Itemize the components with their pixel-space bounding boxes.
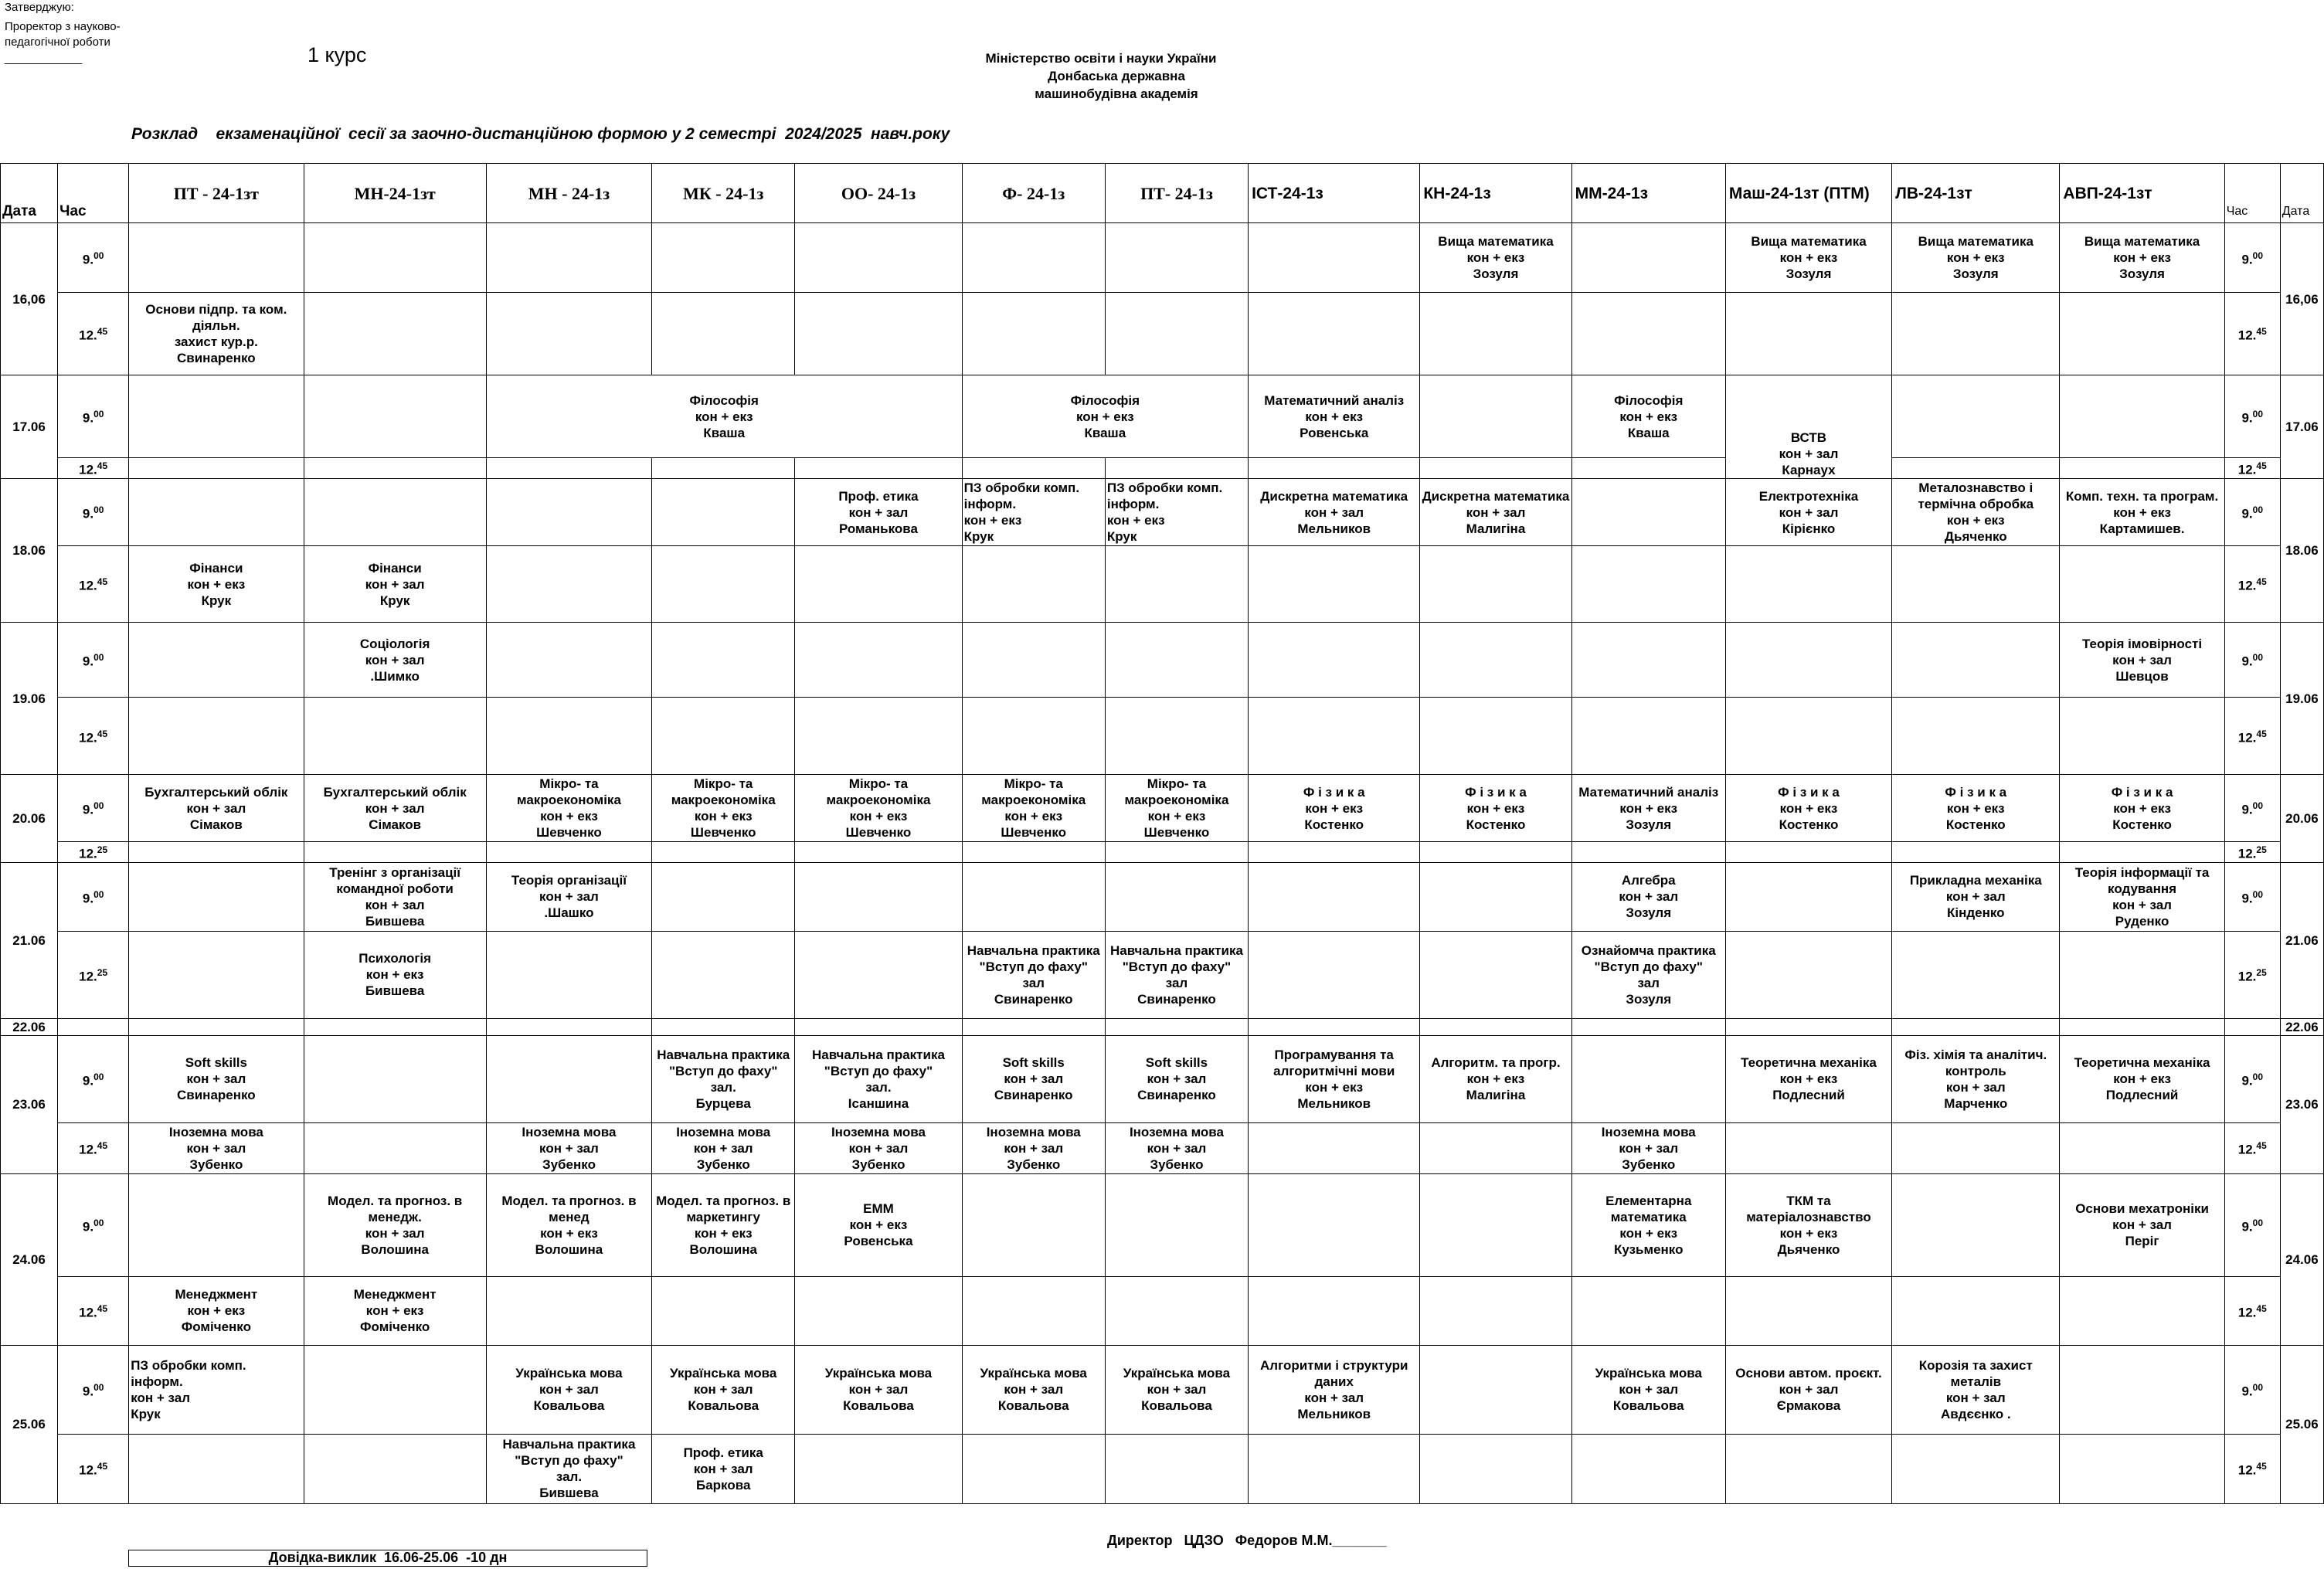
date-cell-right: 20.06 [2280, 775, 2323, 863]
date-cell-right: 18.06 [2280, 479, 2323, 623]
approval-line-3: педагогічної роботи [5, 36, 110, 49]
date-cell: 18.06 [1, 479, 58, 623]
exam-cell: ПЗ обробки комп. інформ. кон + екз Крук [1105, 479, 1248, 546]
exam-cell: Алгоритм. та прогр. кон + екз Малигіна [1420, 1035, 1571, 1122]
date-cell-right: 24.06 [2280, 1173, 2323, 1345]
exam-cell: Модел. та прогноз. в маркетингу кон + екз Волошина [652, 1173, 795, 1276]
time-cell-right: 9.00 [2224, 775, 2280, 842]
date-cell-right: 23.06 [2280, 1035, 2323, 1173]
date-cell: 21.06 [1, 862, 58, 1018]
exam-cell: Мікро- та макроекономіка кон + екз Шевченко [962, 775, 1105, 842]
exam-cell: Навчальна практика "Вступ до фаху" зал Свинаренко [962, 931, 1105, 1018]
date-cell: 23.06 [1, 1035, 58, 1173]
time-cell: 12.45 [58, 1276, 129, 1345]
group-header: ММ-24-1з [1571, 164, 1725, 223]
exam-cell: Вища математика кон + екз Зозуля [1420, 223, 1571, 293]
exam-cell: Іноземна мова кон + зал Зубенко [129, 1122, 304, 1173]
time-cell-right: 9.00 [2224, 1173, 2280, 1276]
exam-cell: Металознавство і термічна обробка кон + екз Дьяченко [1892, 479, 2060, 546]
date-cell: 20.06 [1, 775, 58, 863]
director-signature: Директор ЦДЗО Федоров М.М._______ [1107, 1533, 1387, 1548]
schedule-row [1, 1173, 2324, 1276]
time-cell-right: 12.25 [2224, 931, 2280, 1018]
time-cell: 12.45 [58, 458, 129, 479]
date-cell: 19.06 [1, 623, 58, 775]
exam-cell: Вища математика кон + екз Зозуля [2060, 223, 2224, 293]
exam-cell: Іноземна мова кон + зал Зубенко [652, 1122, 795, 1173]
exam-cell: Мікро- та макроекономіка кон + екз Шевченко [652, 775, 795, 842]
group-header: ПТ- 24-1з [1105, 164, 1248, 223]
time-cell: 12.45 [58, 1434, 129, 1503]
exam-cell: Навчальна практика "Вступ до фаху" зал. Бившева [486, 1434, 651, 1503]
exam-cell: Проф. етика кон + зал Романькова [795, 479, 962, 546]
exam-cell: Ф і з и к а кон + екз Костенко [1249, 775, 1420, 842]
time-cell-right: 9.00 [2224, 375, 2280, 458]
exam-cell: Дискретна математика кон + зал Малигіна [1420, 479, 1571, 546]
exam-cell: Математичний аналіз кон + екз Ровенська [1249, 375, 1420, 458]
exam-cell: ТКМ та матеріалознавство кон + екз Дьяченко [1725, 1173, 1891, 1276]
exam-cell: Навчальна практика "Вступ до фаху" зал. Ісаншина [795, 1035, 962, 1122]
exam-cell: Іноземна мова кон + зал Зубенко [1105, 1122, 1248, 1173]
time-cell: 12.45 [58, 1122, 129, 1173]
time-cell: 12.45 [58, 698, 129, 775]
exam-cell: Теорія інформації та кодування кон + зал Руденко [2060, 862, 2224, 931]
exam-cell: Теоретична механіка кон + екз Подлесний [1725, 1035, 1891, 1122]
header-time [58, 164, 129, 223]
exam-cell: Ф і з и к а кон + екз Костенко [2060, 775, 2224, 842]
schedule-row [1, 623, 2324, 698]
schedule-row [1, 375, 2324, 458]
time-cell-right: 12.45 [2224, 546, 2280, 623]
time-cell: 9.00 [58, 862, 129, 931]
exam-cell: Основи автом. проєкт. кон + зал Єрмакова [1725, 1345, 1891, 1434]
time-cell: 9.00 [58, 623, 129, 698]
schedule-row [1, 479, 2324, 546]
time-cell: 9.00 [58, 775, 129, 842]
group-header: ЛВ-24-1зт [1892, 164, 2060, 223]
exam-cell: Психологія кон + екз Бившева [304, 931, 486, 1018]
exam-cell: Соціологія кон + зал .Шимко [304, 623, 486, 698]
group-header: ПТ - 24-1зт [129, 164, 304, 223]
time-cell-right: 12.25 [2224, 842, 2280, 863]
time-cell: 9.00 [58, 223, 129, 293]
exam-cell: Іноземна мова кон + зал Зубенко [962, 1122, 1105, 1173]
time-cell-right: 9.00 [2224, 623, 2280, 698]
header-date-text: Дата [2, 203, 36, 219]
group-header: ОО- 24-1з [795, 164, 962, 223]
time-cell: 12.25 [58, 842, 129, 863]
exam-cell: Українська мова кон + зал Ковальова [795, 1345, 962, 1434]
date-cell-right: 19.06 [2280, 623, 2323, 775]
course-label: 1 курс [307, 43, 367, 66]
group-header: АВП-24-1зт [2060, 164, 2224, 223]
date-cell-right: 17.06 [2280, 375, 2323, 479]
group-header: ІСТ-24-1з [1249, 164, 1420, 223]
exam-cell: Фінанси кон + зал Крук [304, 546, 486, 623]
exam-cell: Українська мова кон + зал Ковальова [652, 1345, 795, 1434]
date-cell-right: 22.06 [2280, 1018, 2323, 1035]
exam-cell: ПЗ обробки комп. інформ. кон + зал Крук [129, 1345, 304, 1434]
ministry-line-2: Донбаська державна [1048, 69, 1185, 83]
time-cell-right: 12.45 [2224, 1276, 2280, 1345]
header-time-right [2224, 164, 2280, 223]
date-cell: 25.06 [1, 1345, 58, 1503]
time-cell: 9.00 [58, 1035, 129, 1122]
time-cell: 12.45 [58, 293, 129, 375]
exam-cell: Навчальна практика "Вступ до фаху" зал. Бурцева [652, 1035, 795, 1122]
time-cell: 9.00 [58, 479, 129, 546]
header-time-text: Час [59, 203, 87, 219]
date-cell-right: 16,06 [2280, 223, 2323, 375]
time-cell: 9.00 [58, 375, 129, 458]
exam-cell: Ф і з и к а кон + екз Костенко [1420, 775, 1571, 842]
exam-cell: Українська мова кон + зал Ковальова [962, 1345, 1105, 1434]
schedule-row [1, 862, 2324, 931]
exam-cell: Менеджмент кон + екз Фоміченко [304, 1276, 486, 1345]
exam-cell: Бухгалтерський облік кон + зал Сімаков [129, 775, 304, 842]
ministry-header [854, 49, 1348, 103]
exam-cell: Soft skills кон + зал Свинаренко [962, 1035, 1105, 1122]
schedule-row [1, 546, 2324, 623]
group-header: МК - 24-1з [652, 164, 795, 223]
exam-cell: ЕММ кон + екз Ровенська [795, 1173, 962, 1276]
header-row [1, 164, 2324, 223]
exam-cell: Іноземна мова кон + зал Зубенко [486, 1122, 651, 1173]
schedule-row [1, 698, 2324, 775]
time-cell: 12.25 [58, 931, 129, 1018]
exam-cell: Менеджмент кон + екз Фоміченко [129, 1276, 304, 1345]
exam-cell: Модел. та прогноз. в менедж. кон + зал Волошина [304, 1173, 486, 1276]
exam-cell: Українська мова кон + зал Ковальова [1105, 1345, 1248, 1434]
approval-signature-line: ____________ [5, 52, 83, 65]
time-cell-right: 9.00 [2224, 862, 2280, 931]
header-date-right [2280, 164, 2323, 223]
exam-cell: Філософія кон + екз Кваша [962, 375, 1248, 458]
exam-cell: Електротехніка кон + зал Кірієнко [1725, 479, 1891, 546]
exam-cell: Soft skills кон + зал Свинаренко [1105, 1035, 1248, 1122]
group-header: Ф- 24-1з [962, 164, 1105, 223]
exam-cell: Мікро- та макроекономіка кон + екз Шевченко [486, 775, 651, 842]
exam-cell: Soft skills кон + зал Свинаренко [129, 1035, 304, 1122]
approval-line-1: Затверджую: [5, 1, 74, 14]
time-cell-right: 12.45 [2224, 1122, 2280, 1173]
ministry-line-1: Міністерство освіти і науки України [985, 51, 1217, 66]
exam-cell: Іноземна мова кон + зал Зубенко [795, 1122, 962, 1173]
exam-cell: Математичний аналіз кон + екз Зозуля [1571, 775, 1725, 842]
exam-cell: Алгоритми і структури даних кон + зал Мельников [1249, 1345, 1420, 1434]
schedule-title: Розклад екзаменаційної сесії за заочно-дистанційною формою у 2 семестрі 2024/2025 навч.року [131, 125, 950, 143]
time-cell-right: 9.00 [2224, 1035, 2280, 1122]
group-header: КН-24-1з [1420, 164, 1571, 223]
header-date [1, 164, 58, 223]
exam-cell: Дискретна математика кон + зал Мельников [1249, 479, 1420, 546]
reference-box: Довідка-виклик 16.06-25.06 -10 дн [128, 1550, 647, 1567]
group-header-text: Маш-24-1зт (ПТМ) [1728, 184, 1870, 202]
exam-cell: Ф і з и к а кон + екз Костенко [1725, 775, 1891, 842]
exam-cell: Модел. та прогноз. в менед кон + екз Волошина [486, 1173, 651, 1276]
exam-cell: Теорія імовірності кон + зал Шевцов [2060, 623, 2224, 698]
schedule-row [1, 931, 2324, 1018]
date-cell-right: 25.06 [2280, 1345, 2323, 1503]
exam-cell: Елементарна математика кон + екз Кузьменко [1571, 1173, 1725, 1276]
schedule-row [1, 223, 2324, 293]
exam-cell: Навчальна практика "Вступ до фаху" зал Свинаренко [1105, 931, 1248, 1018]
group-header: МН - 24-1з [486, 164, 651, 223]
exam-cell: Теоретична механіка кон + екз Подлесний [2060, 1035, 2224, 1122]
exam-cell: Теорія організації кон + зал .Шашко [486, 862, 651, 931]
exam-cell: Ознайомча практика "Вступ до фаху" зал Зозуля [1571, 931, 1725, 1018]
header-date-right-text: Дата [2282, 205, 2310, 218]
exam-cell: Філософія кон + екз Кваша [486, 375, 962, 458]
exam-cell: Мікро- та макроекономіка кон + екз Шевченко [795, 775, 962, 842]
date-cell: 16,06 [1, 223, 58, 375]
schedule-row [1, 1345, 2324, 1434]
schedule-row [1, 1035, 2324, 1122]
exam-cell: Алгебра кон + зал Зозуля [1571, 862, 1725, 931]
exam-cell: Філософія кон + екз Кваша [1571, 375, 1725, 458]
time-cell-right: 9.00 [2224, 1345, 2280, 1434]
exam-cell: ПЗ обробки комп. інформ. кон + екз Крук [962, 479, 1105, 546]
schedule-row [1, 1122, 2324, 1173]
date-cell: 17.06 [1, 375, 58, 479]
schedule-row [1, 1276, 2324, 1345]
exam-cell: Українська мова кон + зал Ковальова [1571, 1345, 1725, 1434]
schedule-row [1, 458, 2324, 479]
schedule-row [1, 293, 2324, 375]
schedule-row [1, 842, 2324, 863]
schedule-row [1, 1018, 2324, 1035]
time-cell: 12.45 [58, 546, 129, 623]
exam-cell: Фінанси кон + екз Крук [129, 546, 304, 623]
exam-cell: Українська мова кон + зал Ковальова [486, 1345, 651, 1434]
approval-line-2: Проректор з науково- [5, 20, 121, 33]
schedule-row [1, 775, 2324, 842]
exam-cell: Основи підпр. та ком. діяльн. захист кур.р. Свинаренко [129, 293, 304, 375]
exam-cell: Проф. етика кон + зал Баркова [652, 1434, 795, 1503]
time-cell: 9.00 [58, 1173, 129, 1276]
group-header: МН-24-1зт [304, 164, 486, 223]
exam-cell: Вища математика кон + екз Зозуля [1892, 223, 2060, 293]
time-cell-right: 12.45 [2224, 1434, 2280, 1503]
exam-cell: Вища математика кон + екз Зозуля [1725, 223, 1891, 293]
time-cell: 9.00 [58, 1345, 129, 1434]
time-cell-right: 9.00 [2224, 479, 2280, 546]
schedule-row [1, 1434, 2324, 1503]
exam-cell: Прикладна механіка кон + зал Кінденко [1892, 862, 2060, 931]
exam-cell: Комп. техн. та програм. кон + екз Картамишев. [2060, 479, 2224, 546]
ministry-line-3: машинобудівна академія [1035, 87, 1198, 101]
exam-cell: Основи мехатроніки кон + зал Періг [2060, 1173, 2224, 1276]
date-cell: 24.06 [1, 1173, 58, 1345]
header-time-right-text: Час [2226, 205, 2248, 218]
group-header [1725, 164, 1891, 223]
time-cell-right: 12.45 [2224, 698, 2280, 775]
exam-cell: Тренінг з організації командної роботи кон + зал Бившева [304, 862, 486, 931]
time-cell-right: 12.45 [2224, 458, 2280, 479]
date-cell: 22.06 [1, 1018, 58, 1035]
date-cell-right: 21.06 [2280, 862, 2323, 1018]
exam-cell: Фіз. хімія та аналітич. контроль кон + зал Марченко [1892, 1035, 2060, 1122]
time-cell-right: 12.45 [2224, 293, 2280, 375]
exam-cell: Корозія та захист металів кон + зал Авдєєнко . [1892, 1345, 2060, 1434]
time-cell-right: 9.00 [2224, 223, 2280, 293]
exam-cell: Програмування та алгоритмічні мови кон + екз Мельников [1249, 1035, 1420, 1122]
exam-cell: ВСТВ кон + зал Карнаух [1725, 375, 1891, 479]
exam-cell: Іноземна мова кон + зал Зубенко [1571, 1122, 1725, 1173]
exam-cell: Мікро- та макроекономіка кон + екз Шевченко [1105, 775, 1248, 842]
schedule-table [0, 163, 2324, 1504]
exam-cell: Ф і з и к а кон + екз Костенко [1892, 775, 2060, 842]
exam-cell: Бухгалтерський облік кон + зал Сімаков [304, 775, 486, 842]
